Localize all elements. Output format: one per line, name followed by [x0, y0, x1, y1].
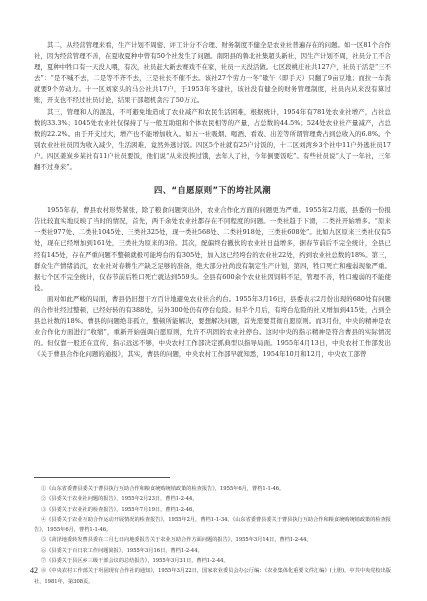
footnote: ⑥《县委关于百日农工作问题简报》，1955年3月16日，曹档1-2-44。 [41, 547, 203, 554]
footnote: ⑤《菏泽地委转发曹县委在二月七日向地委报告关于农业互助合作方面问题的报告》，1955年3月14日，曹档1-2-44。 [41, 537, 312, 544]
body-text-bottom [34, 205, 391, 360]
footnote-divider [34, 477, 170, 478]
paragraph: 面对如此严峻的局面，曹县仍旧想干方百计地避免农业社合约台。1955年3月16日，县委表示2月份出现的680处有问题的合作社经过整顿，已经好转的有388处，另外300处仍有停台危险。但半个月后，有垮台危险的社又增加到415处，占到全县总社数的18%。曹县的问题绝非孤立，整顿所能解决，要想解决问题，首先需要贯彻自愿原则。而3月份，中央的精神是农业合作化方面进行“收缩”，重新开始强调自愿原则，允许不巩固的农业社停台。这时中央的指示精神是符合曹县的实际情况的。但仅靠一般还在宣传，指示远远不够，中央农村工作部决定抓典型以指导局面。1955年4月13日，中央农村工作部发出《关于曹县合作化问题的通报》，其实，曹县的问题，中央农村工作部早就知悉，1954年10月和12月，中央农工部曾 [34, 294, 391, 359]
paragraph: 其三，管理和人的混乱，不可避免地造成了农业减产和农民生活困难，根据统计，1954年有781处农业社增产，占社总数的33.3%；1045处农业社仅保持了与一般互助组和个体农民相等的产量，占总数的44.5%；524处农业社产量减产，占总数的22.2%。由于开支过大，增产也不能增加收入。如五一社吸烟、喝酒、看戏、出差等所谓管理费占到总收入的6.8%。个别农业社社员因为收入减少，生活困难，竟然外逃讨饭。四区5个社就有25户讨饭的，十二区刘湾乡3个社中11户外逃社员17户。四区姜炭乡某社有11户社员要饭，他们说“从来没挨过饿，去年人了社，今年倒要饭吃”。有些社员说“人了一年社，三年翻不过身来”。 [34, 107, 391, 172]
footnote: ⑦《县委关于县区乡三级干部会议的总结报告》，1955年3月31日，曹档1-2-44。 [41, 558, 229, 565]
section-heading: 四、“自愿原则”下的垮社风潮 [153, 185, 272, 196]
page-number: 42 [30, 566, 38, 575]
footnote: ③《县委关于农业社的检查报告》，1955年7月19日，曹档1-2-46。 [41, 506, 198, 513]
footnote: ②《县委关于农业社问题的报告》，1955年2月23日，曹档1-2-44。 [41, 496, 198, 503]
footnotes [34, 484, 391, 587]
footnote: ⑧《中央农村工作部关于巩固现有合作社的通知》，1955年3月22日，国家农业委员会办公厅编：《农业集体化重要文件汇编》(上册)，中共中央党校出版社，1981年，第308页。 [34, 568, 391, 585]
body-text-top [34, 40, 391, 173]
paragraph: 1955年春，曹县农村形势紧张，除了粮食问题突出外，农业合作化方面的问题更为严重。1955年2月底，县委的一份报告比较直实地反映了当时的情况，首先，两千余处农业社都存在不同程度的问题。一类社趋于下滑，二类社开始增多。“原来一类社977处、二类社1045处、三类社325处，现一类社568处、二类社918处，三类社608处”。比如九区原来三类社仅有5处，现在已经增加到161处，三类社为原来的3倍。其次，配偏终台撤伙的农业社日益增多，据春节前后不完全统计，全县已经有145处，存在严重问题不整顿就极可能垮台的有305处，加入这已经垮台的农业社22处，约到农业社总数的18%。第三，群众生产情绪消沉，农业社对春耕生产缺乏足够的准备，绝大部分社尚没有制定生产计划，第四，牲口死亡和瘦弱现象严重。据七个区不完全统计，仅春节前后牲口死亡就达到559头。全县有600余个农业社因饲料不足，管理不善，牲口瘦弱的不能使役。 [34, 206, 391, 292]
paragraph: 其二，从经营管理来看，生产计划不周密、评工计分不合理、财务制度不健全是农业社普遍存在的问题。如一区81个合作社，因为经营管理不善，在夏收夏种中曾有50个社发生了问题。南阳县的鲁北社集超头新社，因生产计划不周，社员分工不合理，夏种中牲口有一天没人喂，有次，社员赶大新去赛戏不在家，社员一天没活做。七区段桃庄社共127户，社员干活是“三不去”：“是不喊不去，二是等不齐不去，三是社长不催不去。该社27个劳力一冬“歇午（即手天）只翻了9亩豆地；而拉一车粪就要9个劳动力。十一区刘家头的马公社共17户，于1953年冬建社，该社没有健全的财务管理制度，社员内从来没有算过账，开支也不经过社员讨论，结果干部超机贪污了50万元。 [34, 41, 392, 105]
footnote: ①《山东省委曹县委关于曹县执行互助合作和粮食统购统销政策的检查报告》，1955年6月，曹档1-1-46。 [41, 486, 285, 492]
footnote: ④《县委关于农业互助合作运动开展情况的检查报告》，1955年2月，曹档1-1-34。《山东省委曹县委关于曹县执行互助合作和粮食统购统销政策的检查报告》，1955年6月，曹档1-1-46。 [34, 516, 391, 534]
